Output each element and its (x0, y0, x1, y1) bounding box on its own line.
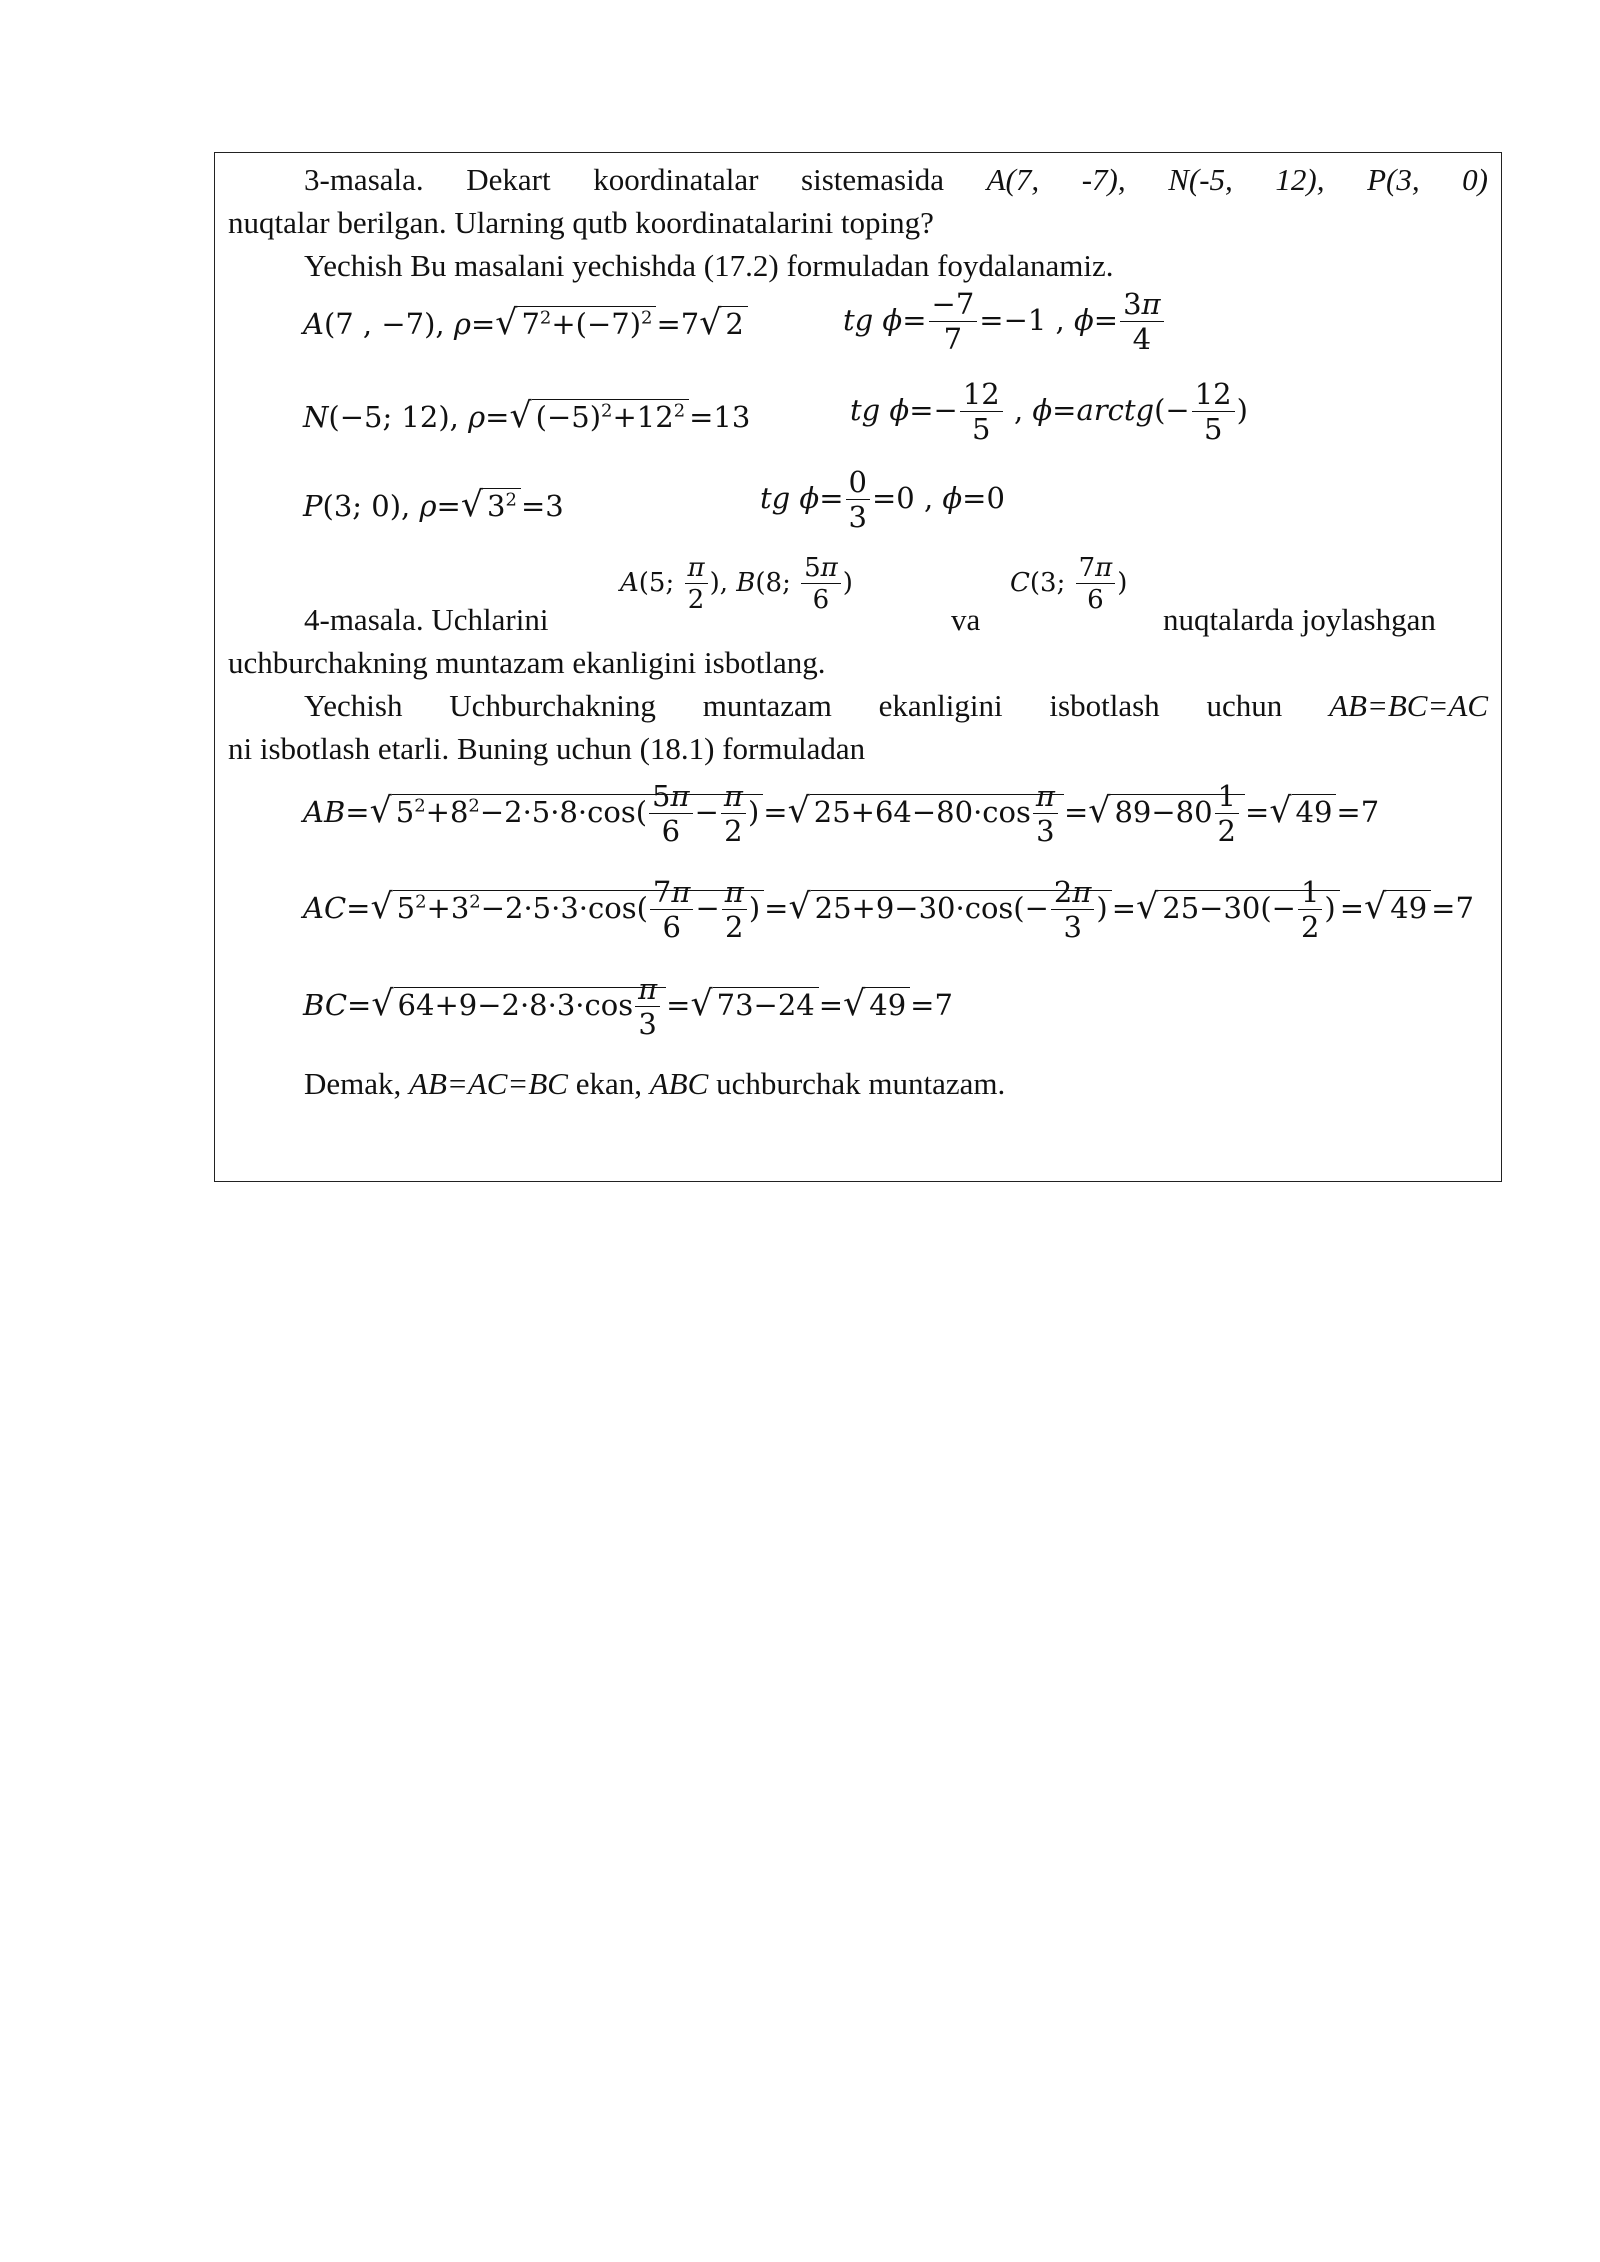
formula-a-rho: A(7 , −7), ρ=√ $7^2+(-7)^2 =7√$ 2 (303, 306, 748, 341)
formula-p-rho: P(3; 0), ρ=√ $3^2 =3$ (303, 485, 564, 525)
problem-4-line-1: 4-masala. Uchlarini (304, 602, 549, 637)
formula-ac: AC=√ $5^2+3^2-2\cdot 5\cdot 3\cdot\cos$( $\frac{7\pi}{6}$ − $\frac{\pi}{2}$ ) =√ 25+9−30·cos(− $\frac{2\pi}{3}$ ) =√ 25−30(− $\frac{1}{2}$ ) =√ 49 =7 (303, 875, 1474, 944)
formula-n-rho: N(−5; 12), ρ=√ $(-5)^2+12^2 =13$ (303, 396, 751, 436)
vertex-c: C(3; $\frac{7\pi}{6}$ ) (1010, 553, 1128, 615)
formula-bc: BC=√ 64+9−2·8·3·cos $\frac{\pi}{3}$ =√ 73−24 =√ 49 =7 (303, 972, 953, 1041)
formula-n-phi: tg ϕ=− $\frac{12}{5}$ , ϕ=arctg(− $\frac{12}{5}$ ) (850, 377, 1248, 446)
problem-4-tail: nuqtalarda joylashgan (1163, 602, 1436, 637)
formula-p-phi: tg ϕ= $\frac{0}{3}$ =0 , ϕ=0 (760, 465, 1005, 534)
word-va: va (951, 602, 981, 637)
solution-4-line-1: Yechish Uchburchakning muntazam ekanligini isbotlash uchun AB=BC=AC (304, 688, 1489, 723)
problem-4-line-2: uchburchakning muntazam ekanligini isbotlang. (228, 645, 826, 680)
problem-3-line-2: nuqtalar berilgan. Ularning qutb koordinatalarini toping? (228, 205, 934, 240)
conclusion: Demak, AB=AC=BC ekan, ABC uchburchak muntazam. (304, 1066, 1006, 1101)
solution-4-line-2: ni isbotlash etarli. Buning uchun (18.1) formuladan (228, 731, 866, 766)
solution-3-intro: Yechish Bu masalani yechishda (17.2) formuladan foydalanamiz. (304, 248, 1114, 283)
formula-a-phi: tg ϕ= $\frac{-7}{7}$ =−1 , ϕ= $\frac{3\pi}{4}$ (843, 290, 1166, 354)
formula-ab: AB=√ $5^2+8^2-2\cdot 5\cdot 8\cdot\cos$( $\frac{5\pi}{6}$ − $\frac{\pi}{2}$ ) =√ 25+64−80·cos $\frac{\pi}{3}$ =√ 89−80 $\frac{1}{2}$ =√ 49 =7 (303, 779, 1380, 848)
problem-3-line-1: 3-masala. Dekart koordinatalar sistemasida A(7, -7), N(-5, 12), P(3, 0) (304, 162, 1488, 197)
points-list: A(7, -7), N(-5, 12), P(3, 0) (986, 162, 1488, 197)
vertices-ab: A(5; $\frac{\pi}{2}$ ), B(8; $\frac{5\pi}{6}$ ) (620, 553, 853, 615)
